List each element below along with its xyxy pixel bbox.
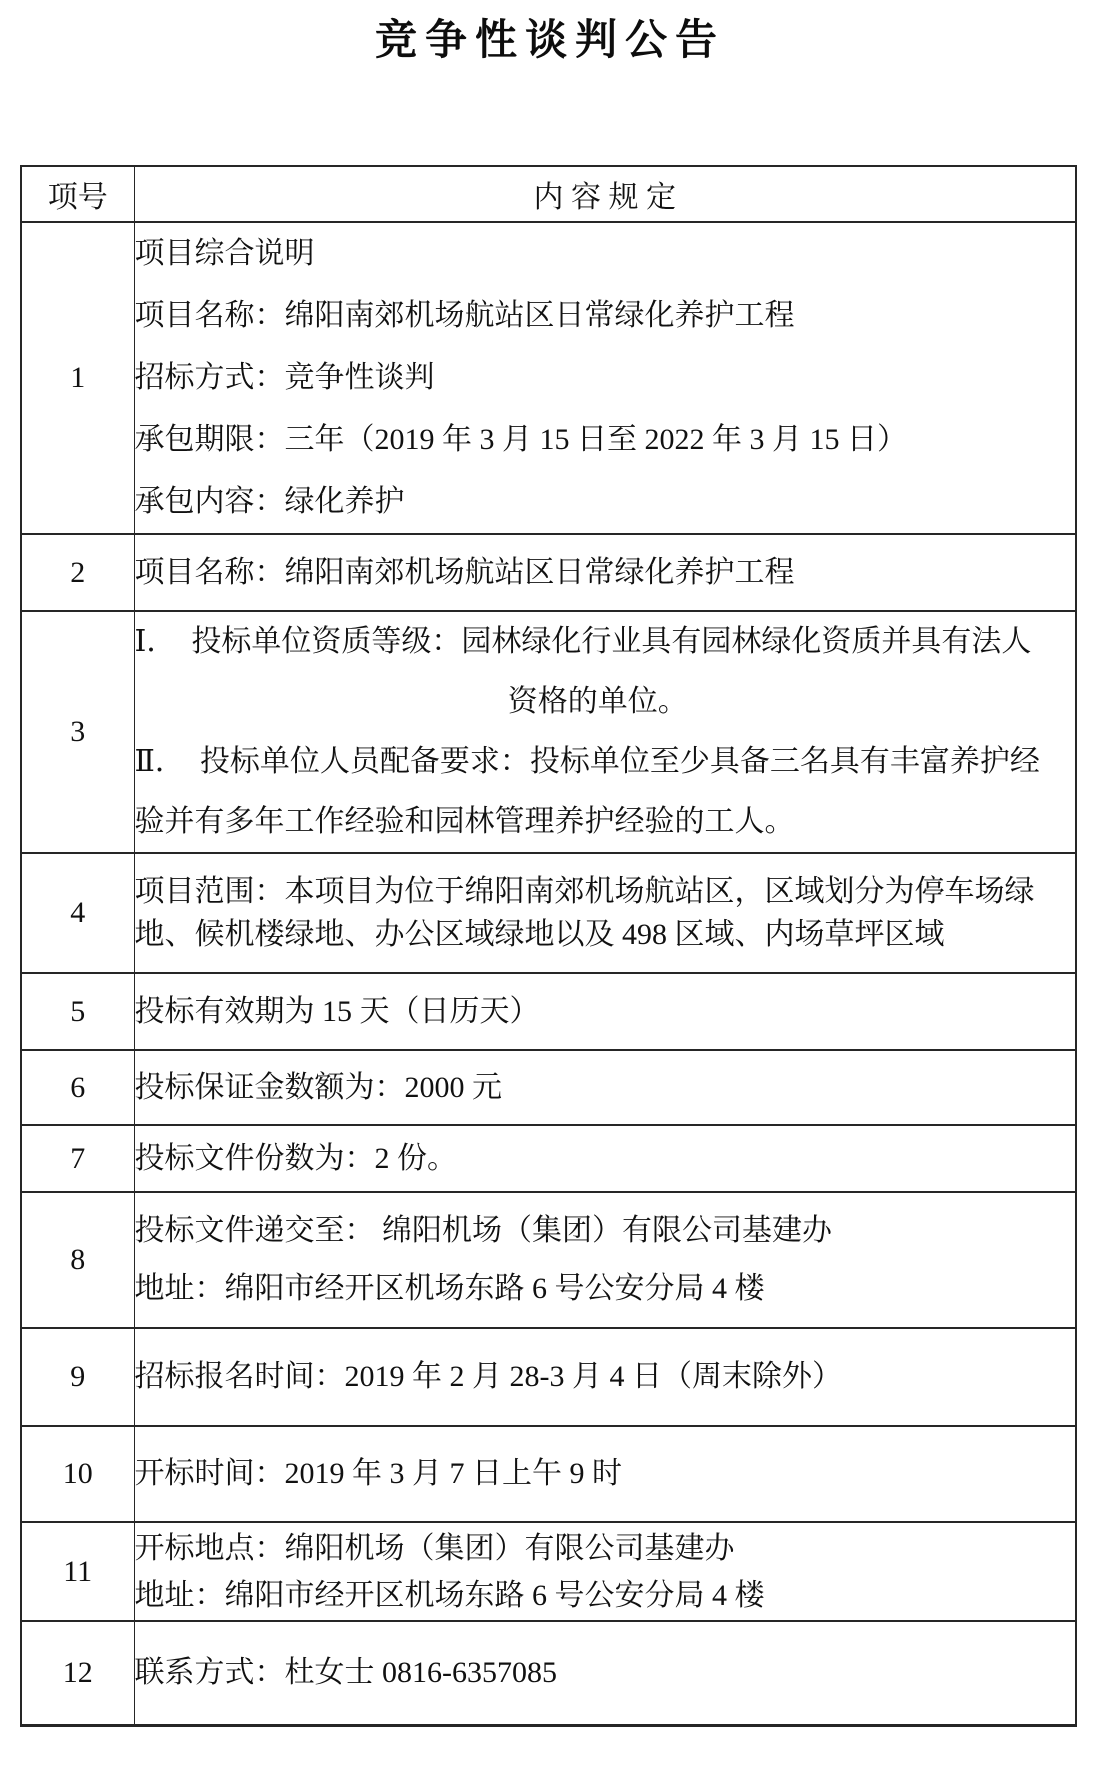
content-line: 地、候机楼绿地、办公区域绿地以及 498 区域、内场草坪区域 (134, 918, 945, 951)
table-body (21, 222, 1076, 1725)
document-page (0, 16, 1100, 1780)
table-row (21, 534, 1076, 611)
row-number: 6 (21, 1050, 134, 1125)
table-row (21, 1621, 1076, 1725)
row-number: 5 (21, 973, 134, 1050)
row-content (134, 1621, 1076, 1725)
row-number: 4 (21, 853, 134, 973)
header-item-number: 项号 (21, 166, 134, 222)
content-line: 项目名称：绵阳南郊机场航站区日常绿化养护工程 (134, 299, 795, 332)
row-content (134, 222, 1076, 534)
content-line: 验并有多年工作经验和园林管理养护经验的工人。 (134, 805, 795, 838)
row-number: 11 (21, 1522, 134, 1621)
row-content (134, 1125, 1076, 1192)
content-line: 项目名称：绵阳南郊机场航站区日常绿化养护工程 (134, 555, 795, 589)
table-row (21, 1328, 1076, 1426)
table-row (21, 1050, 1076, 1125)
table-row (21, 1192, 1076, 1328)
announcement-table (20, 165, 1077, 1727)
content-line: 地址：绵阳市经开区机场东路 6 号公安分局 4 楼 (134, 1578, 765, 1612)
table-header (21, 166, 1076, 222)
content-line: 项目范围：本项目为位于绵阳南郊机场航站区，区域划分为停车场绿 (134, 875, 1035, 908)
content-line: Ⅰ． 投标单位资质等级：园林绿化行业具有园林绿化资质并具有法人 (134, 625, 1032, 658)
row-number: 10 (21, 1426, 134, 1522)
content-line: 项目综合说明 (134, 237, 315, 270)
row-content (134, 1192, 1076, 1328)
table-row (21, 1522, 1076, 1621)
content-line: 投标文件份数为：2 份。 (134, 1141, 457, 1175)
row-content (134, 973, 1076, 1050)
page-title: 竞争性谈判公告 (374, 18, 725, 64)
content-line: 投标有效期为 15 天（日历天） (134, 994, 540, 1028)
row-content (134, 611, 1076, 853)
content-line: 地址：绵阳市经开区机场东路 6 号公安分局 4 楼 (134, 1272, 765, 1305)
row-content (134, 1050, 1076, 1125)
table-row (21, 1426, 1076, 1522)
content-line: 资格的单位。 (507, 685, 688, 718)
table-row (21, 853, 1076, 973)
row-number: 9 (21, 1328, 134, 1426)
content-line: 联系方式：杜女士 0816-6357085 (134, 1655, 557, 1689)
content-line: 承包内容：绿化养护 (134, 485, 405, 518)
content-line: 招标方式：竞争性谈判 (134, 361, 435, 394)
table-row (21, 973, 1076, 1050)
header-row (21, 166, 1076, 222)
content-line: Ⅱ． 投标单位人员配备要求：投标单位至少具备三名具有丰富养护经 (134, 745, 1040, 778)
row-number: 7 (21, 1125, 134, 1192)
row-number: 12 (21, 1621, 134, 1725)
row-number: 3 (21, 611, 134, 853)
row-number: 8 (21, 1192, 134, 1328)
row-number: 1 (21, 222, 134, 534)
row-content (134, 1522, 1076, 1621)
content-line: 承包期限：三年（2019 年 3 月 15 日至 2022 年 3 月 15 日） (134, 423, 907, 456)
row-content (134, 1328, 1076, 1426)
content-line: 投标保证金数额为：2000 元 (134, 1070, 502, 1104)
content-line: 开标时间：2019 年 3 月 7 日上午 9 时 (134, 1457, 622, 1490)
content-line: 招标报名时间：2019 年 2 月 28-3 月 4 日（周末除外） (134, 1360, 842, 1393)
row-content (134, 534, 1076, 611)
header-content-regulation: 内 容 规 定 (134, 166, 1076, 222)
row-number: 2 (21, 534, 134, 611)
row-content (134, 853, 1076, 973)
row-content (134, 1426, 1076, 1522)
content-line: 开标地点：绵阳机场（集团）有限公司基建办 (134, 1531, 735, 1565)
table-row (21, 222, 1076, 534)
table-row (21, 1125, 1076, 1192)
table-row (21, 611, 1076, 853)
content-line: 投标文件递交至： 绵阳机场（集团）有限公司基建办 (134, 1214, 832, 1247)
